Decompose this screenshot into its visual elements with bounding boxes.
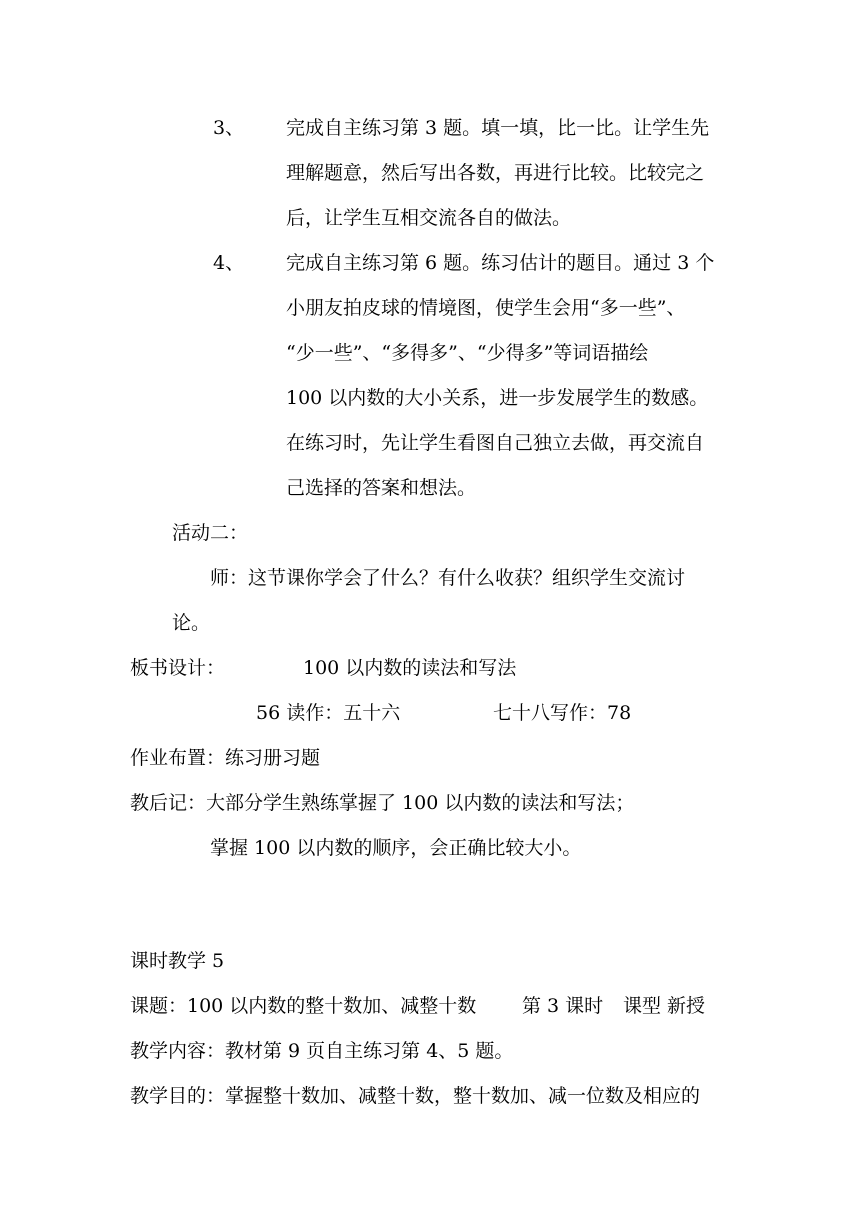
lesson-topic: 课题：100 以内数的整十数加、减整十数: [130, 995, 477, 1017]
item-text-line: 后，让学生互相交流各自的做法。: [286, 207, 572, 229]
item-text-line: 完成自主练习第 3 题。填一填，比一比。让学生先: [286, 117, 710, 139]
lesson-period: 第 3 课时: [522, 995, 604, 1017]
board-title: 100 以内数的读法和写法: [303, 657, 517, 679]
board-example-read: 56 读作：五十六: [256, 702, 401, 724]
item-text-line: 己选择的答案和想法。: [286, 477, 477, 499]
lesson-goal: 教学目的：掌握整十数加、减整十数，整十数加、减一位数及相应的: [130, 1085, 701, 1107]
lesson-content: 教学内容：教材第 9 页自主练习第 4、5 题。: [130, 1040, 514, 1062]
lesson-type: 课型 新授: [623, 995, 706, 1017]
board-example-write: 七十八写作：78: [493, 702, 632, 724]
activity-text-line: 师：这节课你学会了什么？有什么收获？组织学生交流讨: [210, 567, 686, 589]
homework: 作业布置：练习册习题: [130, 747, 321, 769]
item-number: 4、: [213, 252, 245, 274]
reflection-line: 教后记：大部分学生熟练掌握了 100 以内数的读法和写法；: [130, 792, 635, 814]
activity-text-line: 论。: [172, 612, 211, 634]
reflection-line: 掌握 100 以内数的顺序，会正确比较大小。: [210, 837, 582, 859]
item-text-line: 小朋友拍皮球的情境图，使学生会用“多一些”、: [286, 297, 686, 319]
item-text-line: 完成自主练习第 6 题。练习估计的题目。通过 3 个: [286, 252, 715, 274]
item-number: 3、: [213, 117, 245, 139]
activity-heading: 活动二：: [172, 522, 249, 544]
lesson-heading: 课时教学 5: [130, 950, 225, 972]
item-text-line: 理解题意，然后写出各数，再进行比较。比较完之: [286, 162, 705, 184]
item-text-line: 在练习时，先让学生看图自己独立去做，再交流自: [286, 432, 705, 454]
board-label: 板书设计：: [130, 657, 226, 679]
item-text-line: “少一些”、“多得多”、“少得多”等词语描绘: [286, 342, 649, 364]
item-text-line: 100 以内数的大小关系，进一步发展学生的数感。: [286, 387, 709, 409]
